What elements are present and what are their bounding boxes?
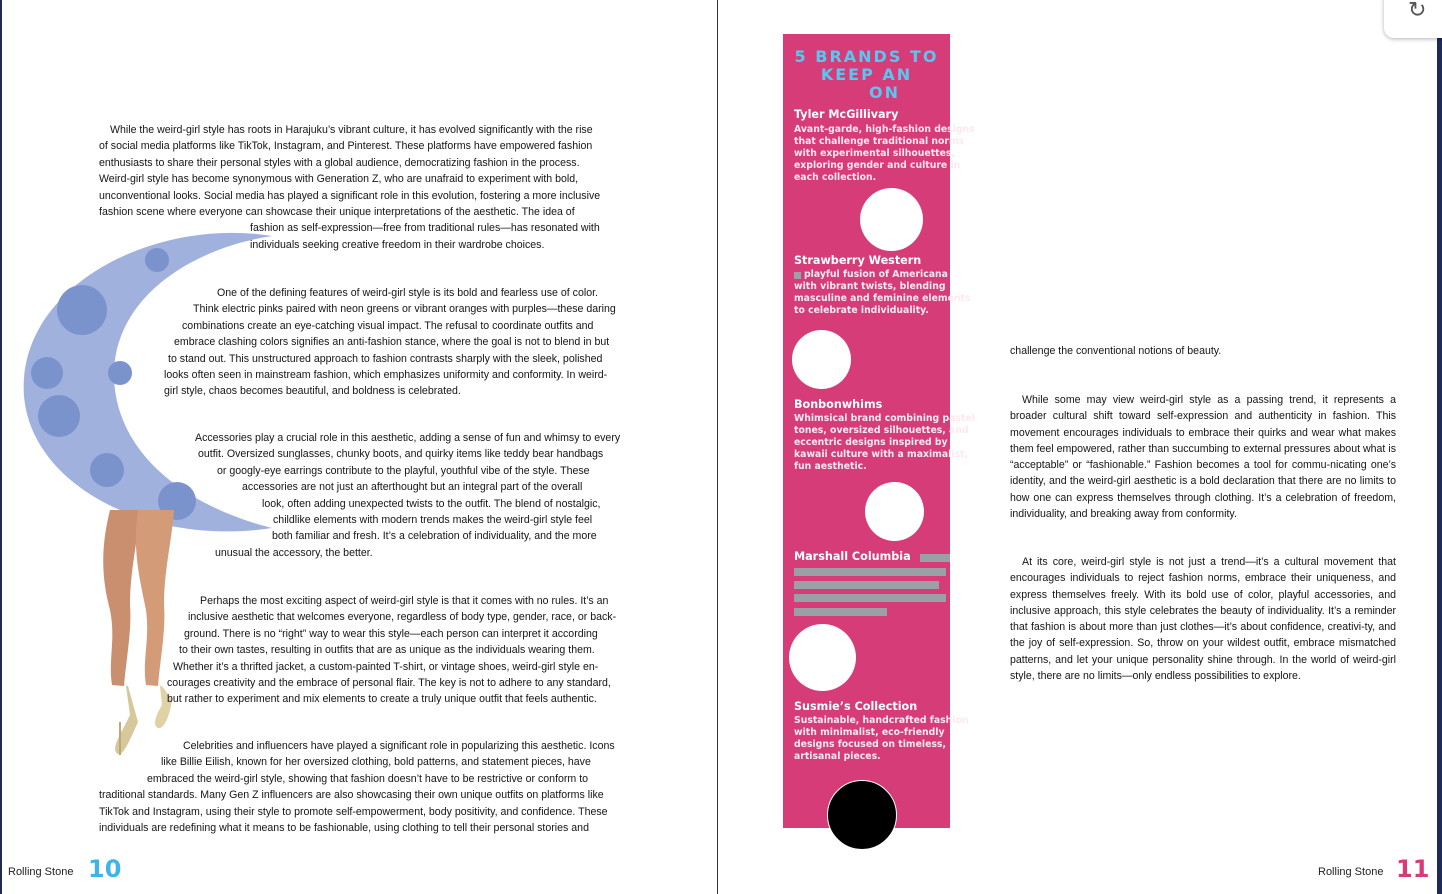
- desc-line: fun aesthetic.: [794, 461, 867, 472]
- desc-line: with experimental silhouettes,: [794, 148, 955, 159]
- text-line: girl style, chaos becomes beautiful, and boldness is celebrated.: [164, 385, 461, 398]
- brand-image-placeholder: [789, 624, 856, 691]
- brand-name: Strawberry Western: [794, 254, 922, 267]
- brand-description: [794, 124, 975, 184]
- sidebar-title: [783, 48, 950, 102]
- redacted-text-bar: [794, 594, 946, 602]
- refresh-icon: ↻: [1408, 0, 1427, 23]
- desc-line: masculine and feminine elements: [794, 293, 971, 304]
- body-paragraph-4: [167, 593, 616, 708]
- desc-line: eccentric designs inspired by: [794, 437, 948, 448]
- brand-name: Marshall Columbia: [794, 550, 911, 563]
- body-paragraph-2: [164, 285, 616, 400]
- brand-name: Bonbonwhims: [794, 398, 883, 411]
- brand-image-placeholder: [827, 780, 897, 850]
- desc-line: kawaii culture with a maximalist,: [794, 449, 969, 460]
- text-line: to stand out. This unstructured approach to fashion contrasts sharply with the sleek, polished: [168, 352, 603, 365]
- text-cursor-marker: [794, 272, 801, 279]
- desc-line: artisanal pieces.: [794, 751, 881, 762]
- text-line: Celebrities and influencers have played a significant role in popularizing this aesthetic. Icons: [183, 740, 615, 752]
- desc-line: Sustainable, handcrafted fashion: [794, 715, 969, 726]
- desc-line: each collection.: [794, 172, 877, 183]
- footer-publication-name: Rolling Stone: [1318, 866, 1384, 878]
- body-paragraph-continued: challenge the conventional notions of beauty.: [1010, 345, 1222, 357]
- text-line: unusual the accessory, the better.: [215, 546, 373, 559]
- brands-sidebar: [783, 34, 975, 828]
- desc-line: tones, oversized silhouettes, and: [794, 425, 969, 436]
- text-line: individuals are redefining what it means to be fashionable, using clothing to tell their personal stories and: [99, 822, 589, 835]
- text-line: TikTok and Instagram, using their style to promote self-empowerment, body positivity, and confidence. These: [99, 805, 608, 818]
- redacted-text-bar: [794, 568, 946, 576]
- text-line: Whether it’s a thrifted jacket, a custom-painted T-shirt, or vintage shoes, weird-girl style en-: [173, 660, 599, 673]
- desc-line: exploring gender and culture in: [794, 160, 961, 171]
- text-line: Accessories play a crucial role in this aesthetic, adding a sense of fun and whimsy to every: [195, 432, 621, 444]
- text-line: individuals seeking creative freedom in their wardrobe choices.: [250, 238, 545, 251]
- brand-description: [794, 413, 975, 473]
- brand-description: [794, 269, 971, 317]
- text-line: looks often seen in mainstream fashion, which emphasizes uniformity and conformity. In weird-: [164, 369, 608, 382]
- text-line: enthusiasts to share their personal styles with a global audience, democratizing fashion in the process.: [99, 156, 580, 169]
- text-line: courages creativity and the embrace of personal flair. The key is not to adhere to any standard,: [167, 677, 611, 690]
- text-line: One of the defining features of weird-girl style is its bold and fearless use of color.: [217, 287, 598, 299]
- desc-line: designs focused on timeless,: [794, 739, 946, 750]
- page-edge: [1437, 0, 1442, 894]
- body-paragraph-core: At its core, weird-girl style is not just a trend—it’s a cultural movement that encourages individuals to reject fashion norms, embrace their uniqueness, and express themselves freely. With its bold use of color, playful accessories, and inclusive approach, this style celebrates the beauty of individuality. It’s a reminder that fashion is about more than just clothes—it’s about confidence, creativi-ty, and the joy of self-expression. So, throw on your wildest outfit, embrace mismatched patterns, and let your unique personality shine through. In the world of weird-girl style, there are no limits—only endless possibilities to explore.: [1010, 556, 1396, 683]
- text-line: look, often adding unexpected twists to the outfit. The blend of nostalgic,: [262, 497, 601, 510]
- brand-image-placeholder: [792, 330, 851, 389]
- text-line: embrace clashing colors signifies an anti-fashion stance, where the goal is not to blend in but: [174, 336, 610, 349]
- text-line: combinations create an eye-catching visual impact. The refusal to coordinate outfits and: [182, 319, 594, 332]
- text-line: Think electric pinks paired with neon greens or vibrant oranges with purples—these daring: [193, 303, 616, 316]
- refresh-button[interactable]: [1384, 0, 1442, 38]
- text-line: inclusive aesthetic that welcomes everyone, regardless of body type, gender, race, or back-: [188, 611, 617, 624]
- title-line: 5 BRANDS TO: [794, 47, 939, 66]
- title-line: KEEP AN: [820, 65, 913, 84]
- text-line: both familiar and fresh. It’s a celebration of individuality, and the more: [272, 530, 597, 543]
- left-page: [0, 0, 717, 894]
- brand-description: [794, 715, 968, 763]
- brand-name: Susmie’s Collection: [794, 700, 918, 713]
- text-line: like Billie Eilish, known for her oversized clothing, bold patterns, and statement pieces, have: [161, 756, 591, 769]
- redacted-text-bar: [920, 554, 950, 562]
- page-number: 11: [1396, 855, 1430, 883]
- title-line: ON: [869, 83, 900, 102]
- desc-line: with vibrant twists, blending: [794, 281, 946, 292]
- body-paragraph-trend: While some may view weird-girl style as a passing trend, it represents a broader cultural shift toward self-expression and authenticity in fashion. This movement encourages individuals to embrace their quirks and wear what makes them feel empowered, rather than succumbing to external pressures about what is “acceptable” or “fashionable.” Fashion becomes a tool for commu-nicating one’s identity, and the weird-girl aesthetic is a bold declaration that there are no limits to how one can express themselves through clothing. It’s a celebration of freedom, individuality, and breaking away from conformity.: [1010, 394, 1396, 521]
- text-line: outfit. Oversized sunglasses, chunky boots, and quirky items like teddy bear handbags: [198, 448, 604, 461]
- text-line: accessories are not just an afterthought but an integral part of the overall: [242, 481, 583, 494]
- text-line: or googly-eye earrings contribute to the playful, youthful vibe of the style. These: [217, 464, 590, 477]
- body-paragraph-3: [195, 430, 620, 561]
- desc-line: that challenge traditional norms: [794, 136, 965, 147]
- text-line: Perhaps the most exciting aspect of weird-girl style is that it comes with no rules. It’s an: [200, 595, 609, 607]
- text-line: childlike elements with modern trends makes the weird-girl style feel: [273, 514, 593, 527]
- text-line: embraced the weird-girl style, showing that fashion doesn’t have to be restrictive or conform to: [147, 772, 589, 785]
- brand-name: Tyler McGillivary: [794, 108, 899, 121]
- text-line: fashion scene where everyone can showcase their unique interpretations of the aesthetic. The idea of: [99, 206, 575, 219]
- text-line: Weird-girl style has become synonymous with Generation Z, who are unafraid to experiment with bold,: [99, 173, 579, 186]
- desc-line: with minimalist, eco-friendly: [794, 727, 945, 738]
- body-paragraph-5: [99, 738, 615, 836]
- redacted-text-bar: [794, 608, 887, 616]
- text-line: fashion as self-expression—free from traditional rules—has resonated with: [250, 222, 600, 235]
- desc-line: Whimsical brand combining pastel: [794, 413, 975, 424]
- redacted-text-bar: [794, 581, 939, 589]
- brand-image-placeholder: [865, 482, 924, 541]
- text-line: of social media platforms like TikTok, Instagram, and Pinterest. These platforms have empowered fashion: [99, 140, 593, 153]
- brand-image-placeholder: [860, 188, 923, 251]
- desc-line: playful fusion of Americana: [804, 269, 948, 280]
- footer-publication-name: Rolling Stone: [8, 866, 74, 878]
- desc-line: Avant-garde, high-fashion designs: [794, 124, 975, 135]
- text-line: unconventional looks. Social media has played a significant role in this evolution, fostering a more inclusive: [99, 189, 601, 202]
- text-line: but rather to experiment and mix elements to create a truly unique outfit that feels authentic.: [167, 693, 597, 706]
- body-paragraph-1: [99, 122, 600, 253]
- text-line: While the weird-girl style has roots in Harajuku’s vibrant culture, it has evolved significantly with the rise: [110, 124, 593, 136]
- text-line: to their own tastes, resulting in outfits that are as unique as the individuals wearing them.: [179, 644, 595, 657]
- text-line: traditional standards. Many Gen Z influencers are also showcasing their own unique outfits on platforms like: [99, 789, 604, 802]
- page-number: 10: [88, 855, 122, 883]
- desc-line: to celebrate individuality.: [794, 305, 929, 316]
- text-line: ground. There is no “right” way to wear this style—each person can interpret it according: [184, 627, 598, 640]
